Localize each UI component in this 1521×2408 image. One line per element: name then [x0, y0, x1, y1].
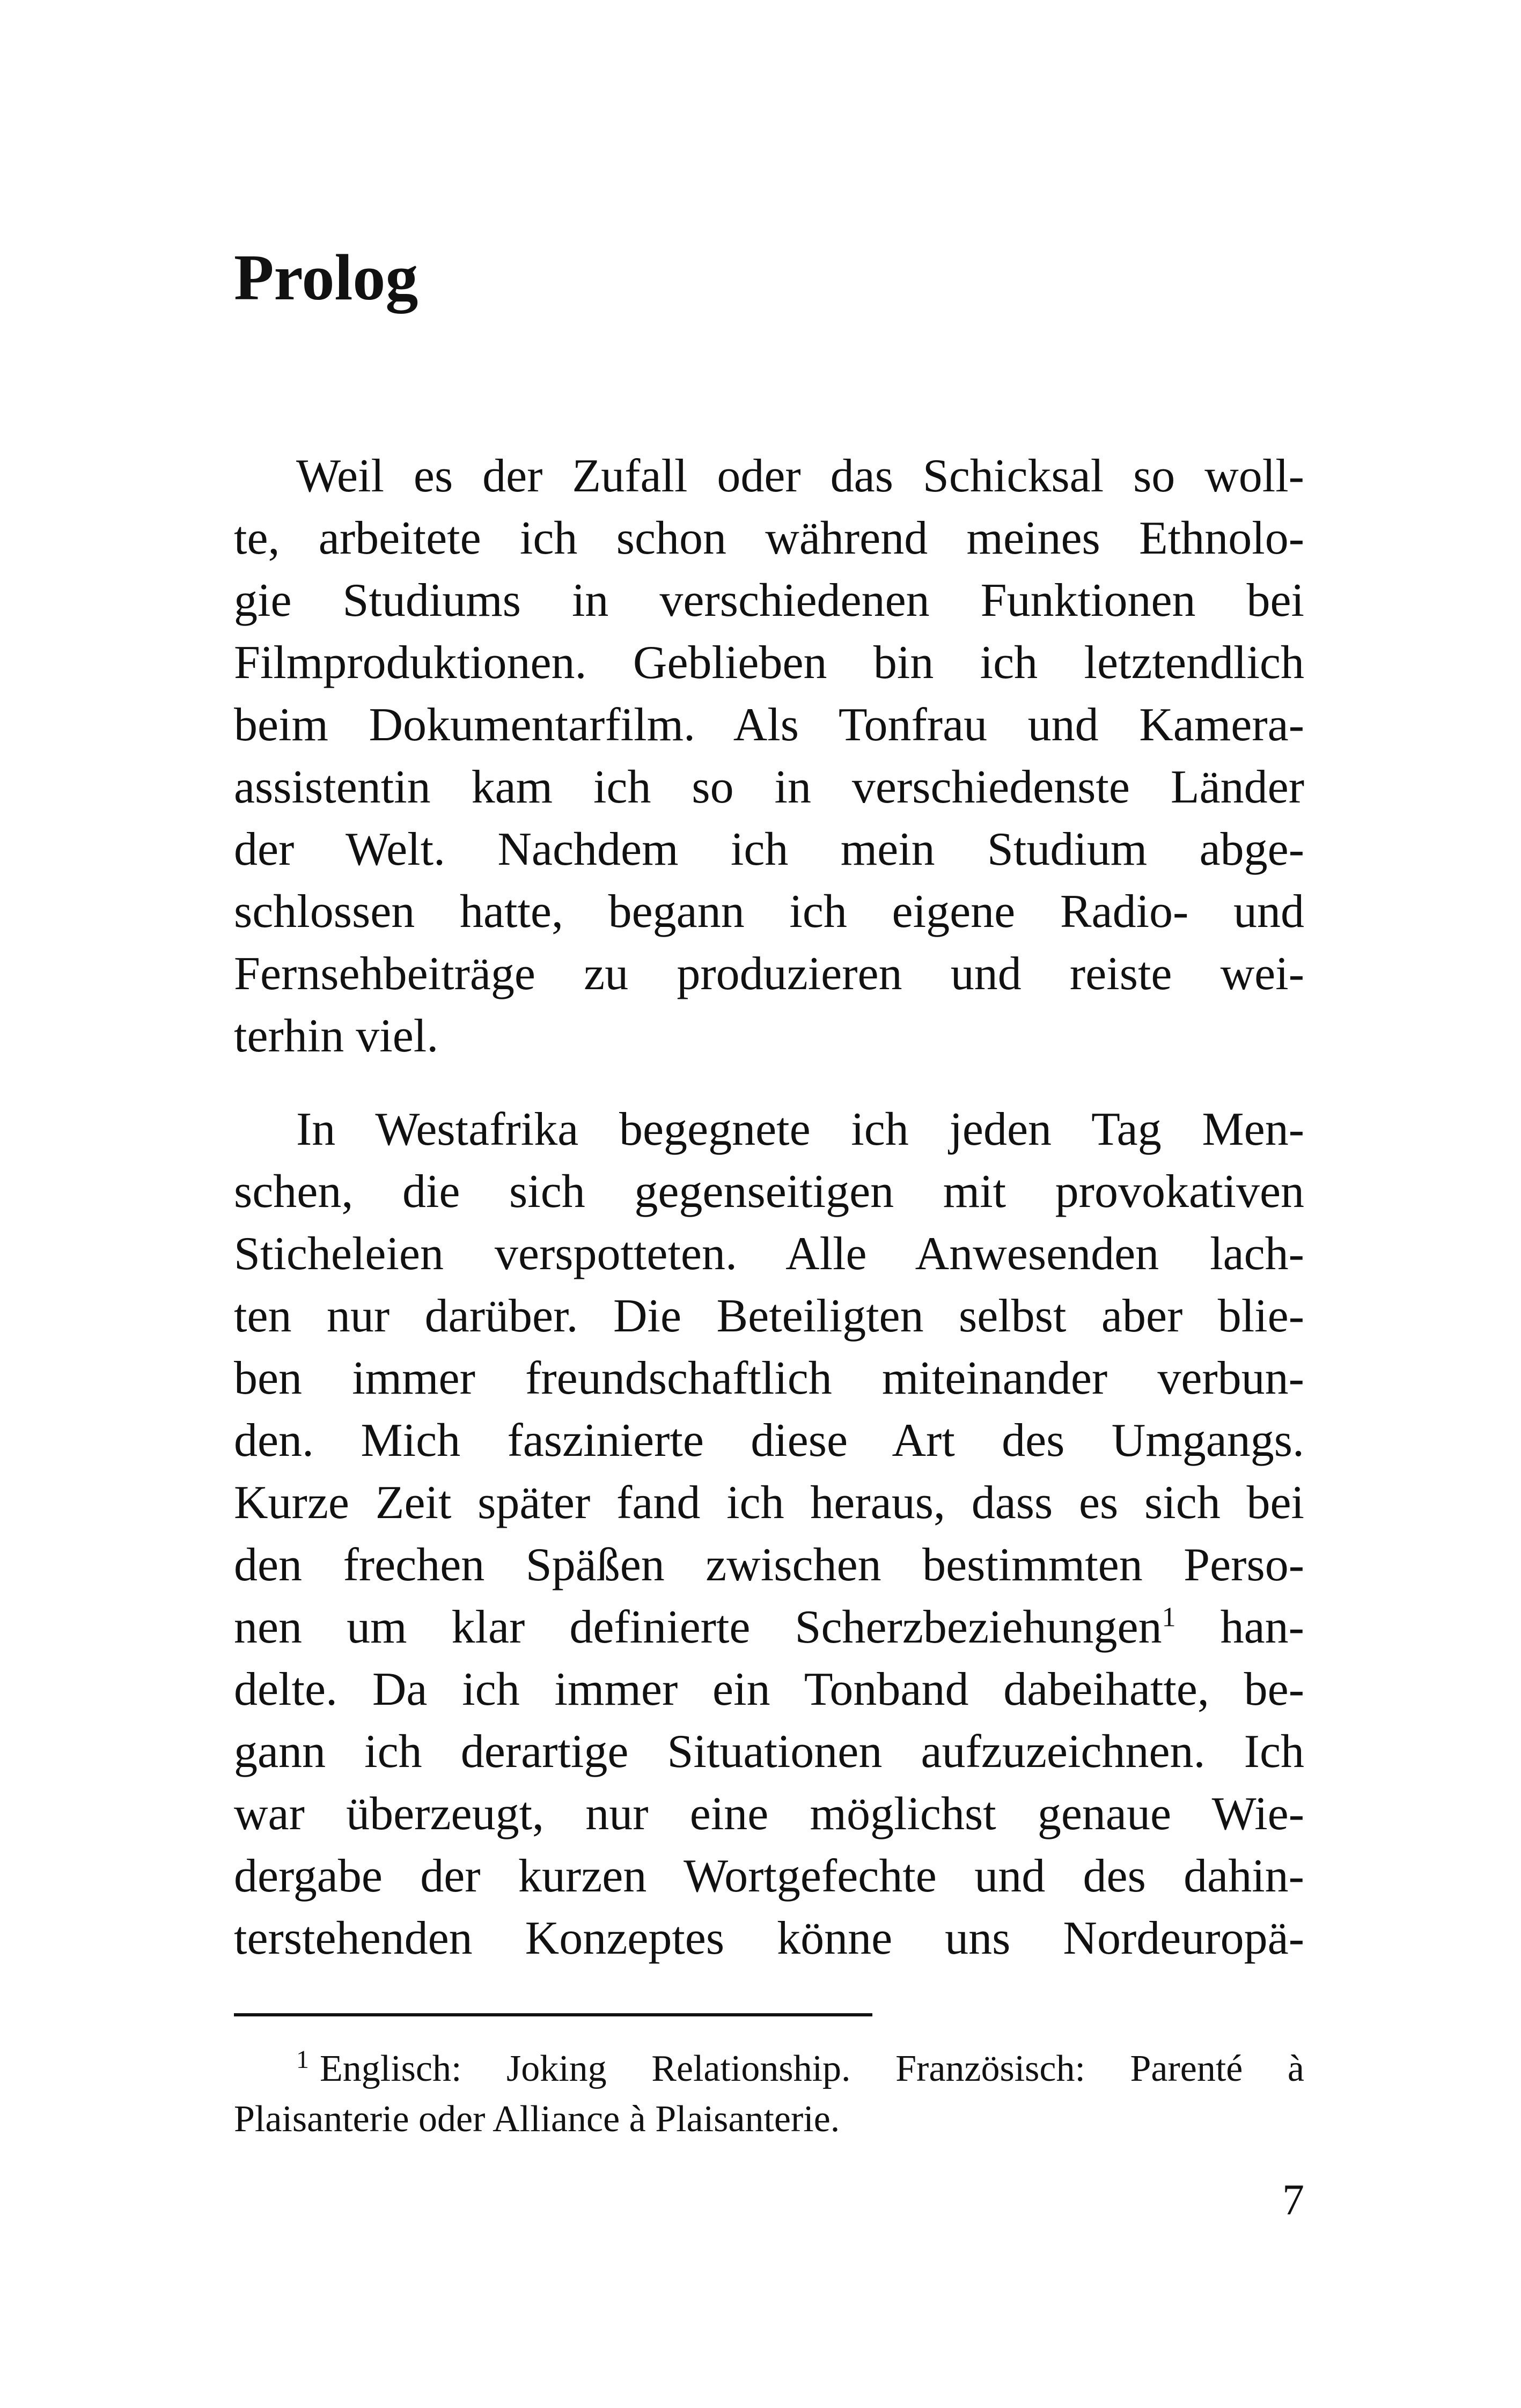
text-line: ten nur darüber. Die Beteiligten selbst aber blie- [234, 1290, 1304, 1342]
text-line: ben immer freundschaftlich miteinander verbun- [234, 1352, 1304, 1404]
text-line: schlossen hatte, begann ich eigene Radio- und [234, 886, 1304, 938]
footnote-line [234, 2044, 1304, 2094]
text-line: terstehenden Konzeptes könne uns Nordeuropä- [234, 1912, 1304, 1964]
text-line: In Westafrika begegnete ich jeden Tag Men- [296, 1103, 1304, 1155]
text-line: Sticheleien verspotteten. Alle Anwesenden lach- [234, 1228, 1304, 1280]
text-line: den frechen Späßen zwischen bestimmten Perso- [234, 1539, 1304, 1591]
text-line: schen, die sich gegenseitigen mit provokativen [234, 1166, 1304, 1218]
footnote [234, 2044, 1304, 2145]
text-line: Fernsehbeiträge zu produzieren und reiste wei- [234, 948, 1304, 1000]
text-line: dergabe der kurzen Wortgefechte und des dahin- [234, 1850, 1304, 1902]
footnote-reference[interactable]: 1 [1162, 1602, 1176, 1633]
text-segment: nen um klar definierte Scherzbeziehungen [234, 1601, 1162, 1653]
text-line: war überzeugt, nur eine möglichst genaue Wie- [234, 1788, 1304, 1840]
paragraph [234, 1099, 1304, 1970]
text-line: beim Dokumentarfilm. Als Tonfrau und Kamera- [234, 699, 1304, 751]
text-line: gann ich derartige Situationen aufzuzeichnen. Ich [234, 1726, 1304, 1778]
text-line: Weil es der Zufall oder das Schicksal so woll- [296, 450, 1304, 502]
text-segment: han- [1175, 1601, 1304, 1653]
text-line: assistentin kam ich so in verschiedenste Länder [234, 761, 1304, 813]
footnote-divider [234, 2013, 872, 2016]
paragraph-gap [234, 1067, 1304, 1099]
chapter-title: Prolog [234, 241, 418, 314]
text-line: terhin viel. [234, 1010, 439, 1062]
text-line-with-footnote-ref [234, 1596, 1304, 1659]
text-line: Filmproduktionen. Geblieben bin ich letztendlich [234, 637, 1304, 689]
text-line: den. Mich faszinierte diese Art des Umgangs. [234, 1415, 1304, 1467]
paragraph [234, 445, 1304, 1067]
text-line: delte. Da ich immer ein Tonband dabeihatte, be- [234, 1663, 1304, 1715]
page-number: 7 [1282, 2175, 1304, 2224]
footnote-line: Plaisanterie oder Alliance à Plaisanterie. [234, 2098, 840, 2140]
footnote-text: Englisch: Joking Relationship. Französisch: Parenté à [320, 2048, 1304, 2089]
text-line: Kurze Zeit später fand ich heraus, dass es sich bei [234, 1477, 1304, 1529]
footnote-mark: 1 [296, 2045, 309, 2074]
body-text [234, 445, 1304, 1970]
text-line: te, arbeitete ich schon während meines Ethnolo- [234, 512, 1304, 564]
text-line: der Welt. Nachdem ich mein Studium abge- [234, 823, 1304, 875]
text-line: gie Studiums in verschiedenen Funktionen bei [234, 575, 1304, 627]
